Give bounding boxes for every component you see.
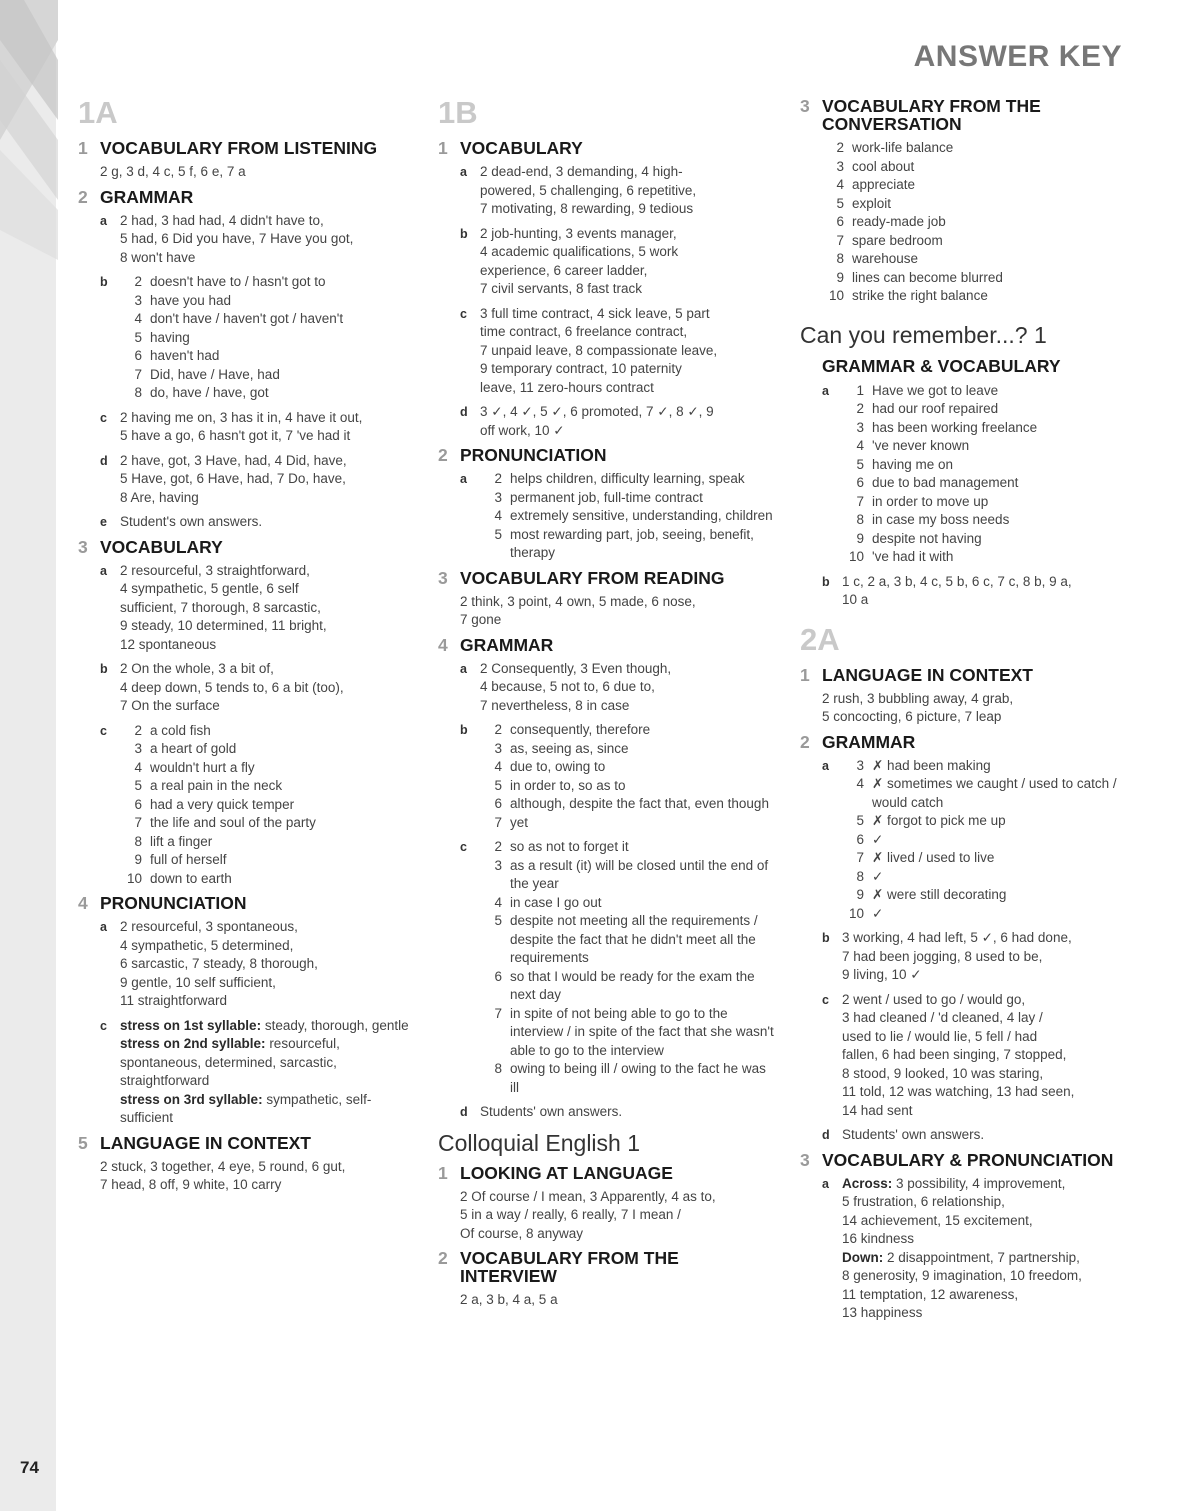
section-heading: 3 VOCABULARY FROM READING [438,567,725,588]
section-heading: 2 GRAMMAR [78,186,194,207]
answer-part-a: a 2 Consequently, 3 Even though, 4 because, 5 not to, 6 due to, 7 nevertheless, 8 in case [460,660,672,713]
page-title: ANSWER KEY [913,40,1122,73]
answer-part-a: a Across: 3 possibility, 4 improvement, 5 frustration, 6 relationship, 14 achievement, 15 excitement, 16 kindness Down: 2 disappointment, 7 partnership, 8 generosity, 9 imagination, 10 freedom, 11 temptation, 12 awareness, 13 happiness [822,1175,1082,1320]
answer-part-b: b 3 working, 4 had left, 5 ✓, 6 had done, 7 had been jogging, 8 used to be, 9 living, 10 ✓ [822,930,1072,982]
section-heading: 2 VOCABULARY FROM THE INTERVIEW [438,1248,679,1286]
answer-part-a: a 2 resourceful, 3 straightforward, 4 sympathetic, 5 gentle, 6 self sufficient, 7 thorough, 8 sarcastic, 9 steady, 10 determined, 11 bright, 12 spontaneous [100,562,327,652]
section-heading: 1 LANGUAGE IN CONTEXT [800,664,1033,685]
answer-part-d: d Students' own answers. [460,1104,623,1119]
section-heading: 1 LOOKING AT LANGUAGE [438,1162,673,1183]
column-3 [800,0,1135,1329]
answer-part-c: c 2 a cold fish 3 a heart of gold 4 wouldn't hurt a fly 5 a real pain in the neck 6 had a very quick temper 7 the life and soul of the party 8 lift a finger 9 full of herself 10 down to earth [100,722,316,886]
answer-text: 2 g, 3 d, 4 c, 5 f, 6 e, 7 a [100,164,246,179]
section-heading: 5 LANGUAGE IN CONTEXT [78,1132,311,1153]
section-heading: 1 VOCABULARY [438,138,583,158]
colloquial-english-title: Colloquial English 1 [438,1129,641,1156]
answer-part-b: b 2 job-hunting, 3 events manager, 4 academic qualifications, 5 work experience, 6 career ladder, 7 civil servants, 8 fast track [460,225,679,296]
decorative-rays [0,0,58,260]
answer-text: 2 Of course / I mean, 3 Apparently, 4 as to, 5 in a way / really, 6 really, 7 I mean / Of course, 8 anyway [460,1188,716,1241]
answer-text: 2 rush, 3 bubbling away, 4 grab, 5 concocting, 6 picture, 7 leap [822,690,1014,724]
answer-part-d: d 2 have, got, 3 Have, had, 4 Did, have, 5 Have, got, 6 Have, had, 7 Do, have, 8 Are, having [100,452,347,505]
answer-part-d: d Students' own answers. [822,1127,985,1142]
answer-text: 2 a, 3 b, 4 a, 5 a [460,1292,558,1307]
answer-text: 2 stuck, 3 together, 4 eye, 5 round, 6 gut, 7 head, 8 off, 9 white, 10 carry [100,1158,346,1192]
section-heading: GRAMMAR & VOCABULARY [822,355,1061,376]
column-1 [78,0,413,1201]
section-heading: 3 VOCABULARY FROM THE CONVERSATION [800,96,1041,134]
page-number: 74 [20,1458,39,1477]
section-heading: 4 GRAMMAR [438,634,554,655]
answer-part-a: a 2 helps children, difficulty learning, speak 3 permanent job, full-time contract 4 extremely sensitive, understanding, children 5 most rewarding part, job, seeing, benefit, therapy [460,471,773,560]
unit-title: 2A [800,621,840,657]
section-heading: 2 GRAMMAR [800,731,916,752]
answer-part-b: b 1 c, 2 a, 3 b, 4 c, 5 b, 6 c, 7 c, 8 b, 9 a, 10 a [822,573,1072,607]
answer-part-b: b 2 On the whole, 3 a bit of, 4 deep down, 5 tends to, 6 a bit (too), 7 On the surface [100,661,344,713]
answer-part-a: a 2 had, 3 had had, 4 didn't have to, 5 had, 6 Did you have, 7 Have you got, 8 won't have [100,212,354,265]
answer-part-a: a 2 resourceful, 3 spontaneous, 4 sympathetic, 5 determined, 6 sarcastic, 7 steady, 8 thorough, 9 gentle, 10 self sufficient, 11 straightforward [100,919,318,1008]
section-heading: 2 PRONUNCIATION [438,445,607,465]
section-heading: 3 VOCABULARY & PRONUNCIATION [800,1149,1114,1170]
answer-part-e: e Student's own answers. [100,514,263,529]
column-2 [438,0,778,1316]
unit-title: 1A [78,95,118,130]
answer-part-a: a 3 ✗ had been making 4 ✗ sometimes we caught / used to catch / would catch 5 ✗ forgot to pick me up 6 ✓ 7 ✗ lived / used to live 8 ✓ 9 ✗ were still decorating 10 ✓ [822,757,1117,921]
unit-title: 1B [438,95,478,130]
answer-part-c: c 3 full time contract, 4 sick leave, 5 part time contract, 6 freelance contract, 7 unpaid leave, 8 compassionate leave, 9 temporary contract, 10 paternity leave, 11 zero-hours contract [460,305,718,395]
section-heading: 4 PRONUNCIATION [78,893,247,913]
answer-text: 2 think, 3 point, 4 own, 5 made, 6 nose, 7 gone [460,593,696,627]
answer-part-b: b 2 consequently, therefore 3 as, seeing as, since 4 due to, owing to 5 in order to, so as to 6 although, despite the fact that, even though 7 yet [460,722,769,830]
section-heading: 3 VOCABULARY [78,536,223,557]
answer-part-d: d 3 ✓, 4 ✓, 5 ✓, 6 promoted, 7 ✓, 8 ✓, 9 off work, 10 ✓ [460,404,714,438]
answer-part-c: c 2 having me on, 3 has it in, 4 have it out, 5 have a go, 6 hasn't got it, 7 've had it [100,409,363,443]
answer-part-a: a 1 Have we got to leave 2 had our roof repaired 3 has been working freelance 4 've never known 5 having me on 6 due to bad management 7 in order to move up 8 in case my boss needs 9 despite not having 10 've had it with [822,382,1038,564]
answer-list: 2 work-life balance 3 cool about 4 appreciate 5 exploit 6 ready-made job 7 spare bedroom 8 warehouse 9 lines can become blurred 10 strike the right balance [828,140,1003,303]
answer-part-c: c stress on 1st syllable: steady, thorough, gentle stress on 2nd syllable: resourceful, spontaneous, determined, sarcastic, straightforward stress on 3rd syllable: sympathetic, self-sufficient [100,1017,409,1125]
can-you-remember-title: Can you remember...? 1 [800,321,1047,348]
answer-part-c: c 2 went / used to go / would go, 3 had cleaned / 'd cleaned, 4 lay / used to lie / would lie, 5 fell / had fallen, 6 had been singing, 7 stopped, 8 stood, 9 looked, 10 was staring, 11 told, 12 was watching, 13 had seen, 14 had sent [822,991,1075,1118]
answer-part-c: c 2 so as not to forget it 3 as a result (it) will be closed until the end of the year 4 in case I go out 5 despite not meeting all the requirements / despite the fact that he didn't meet all the requirements 6 so that I would be ready for the exam the next day 7 in spite of not being able to go to the interview / in spite of the fact that she wasn't able to go to the interview 8 owing to being ill / owing to the fact he was ill [460,839,774,1095]
section-heading: 1 VOCABULARY FROM LISTENING [78,138,378,158]
answer-part-b: b 2 doesn't have to / hasn't got to 3 have you had 4 don't have / haven't got / haven't 5 having 6 haven't had 7 Did, have / Have, had 8 do, have / have, got [100,274,344,400]
answer-part-a: a 2 dead-end, 3 demanding, 4 high- powered, 5 challenging, 6 repetitive, 7 motivating, 8 rewarding, 9 tedious [460,164,697,216]
